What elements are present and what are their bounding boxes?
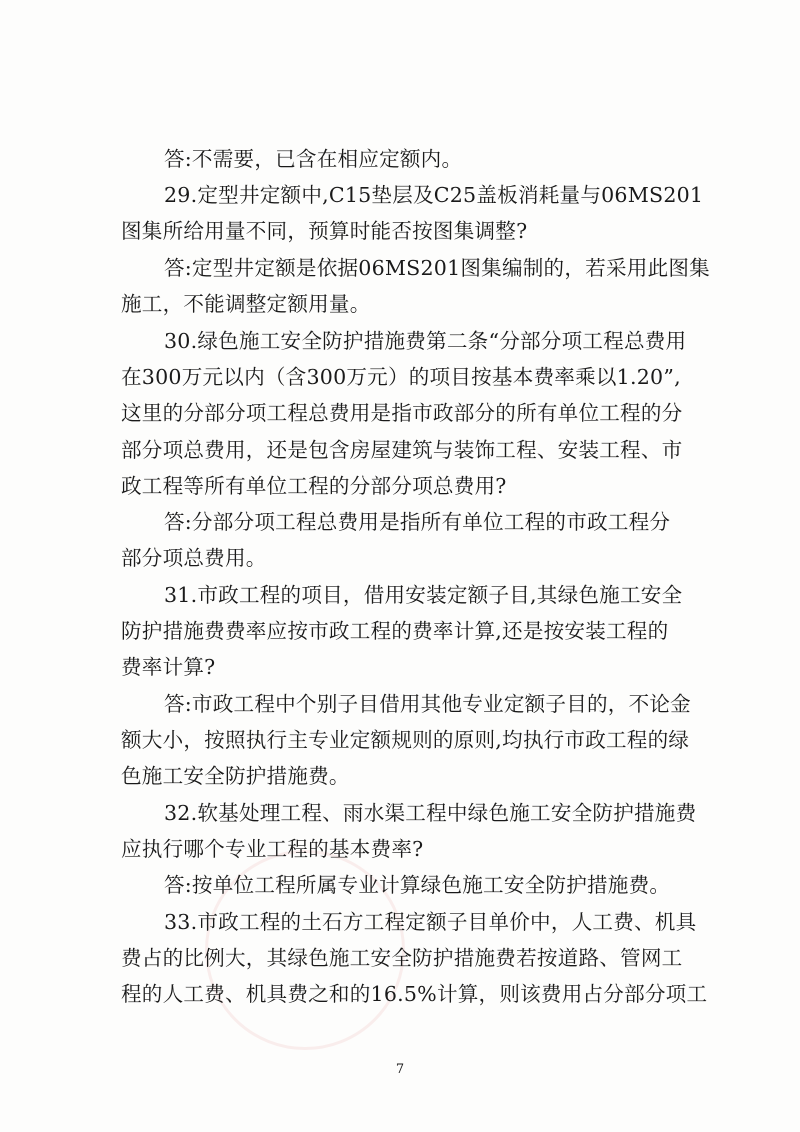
text-line: 答:定型井定额是依据06MS201图集编制的，若采用此图集 [164, 256, 710, 280]
text-line: 部分项总费用，还是包含房屋建筑与装饰工程、安装工程、市 [121, 438, 683, 462]
text-line: 33.市政工程的土石方工程定额子目单价中，人工费、机具 [164, 910, 697, 934]
text-line: 额大小，按照执行主专业定额规则的原则,均执行市政工程的绿 [121, 728, 690, 752]
text-line: 答:不需要，已含在相应定额内。 [164, 147, 463, 171]
text-line: 色施工安全防护措施费。 [121, 764, 350, 788]
text-line: 施工，不能调整定额用量。 [121, 292, 371, 316]
text-line: 答:市政工程中个别子目借用其他专业定额子目的，不论金 [164, 692, 691, 716]
text-line: 31.市政工程的项目，借用安装定额子目,其绿色施工安全 [164, 583, 683, 607]
text-line: 在300万元以内（含300万元）的项目按基本费率乘以1.20”, [121, 365, 681, 389]
text-line: 答:分部分项工程总费用是指所有单位工程的市政工程分 [164, 510, 671, 534]
text-line: 这里的分部分项工程总费用是指市政部分的所有单位工程的分 [121, 401, 683, 425]
text-line: 30.绿色施工安全防护措施费第二条“分部分项工程总费用 [164, 329, 687, 353]
text-line: 答:按单位工程所属专业计算绿色施工安全防护措施费。 [164, 873, 671, 897]
text-line: 图集所给用量不同，预算时能否按图集调整? [121, 219, 528, 243]
page-number: 7 [395, 1062, 405, 1077]
text-line: 防护措施费费率应按市政工程的费率计算,还是按安装工程的 [121, 619, 669, 643]
text-line: 应执行哪个专业工程的基本费率? [121, 837, 424, 861]
text-line: 32.软基处理工程、雨水渠工程中绿色施工安全防护措施费 [164, 801, 697, 825]
text-line: 部分项总费用。 [121, 546, 267, 570]
text-line: 费占的比例大，其绿色施工安全防护措施费若按道路、管网工 [121, 946, 683, 970]
text-line: 政工程等所有单位工程的分部分项总费用? [121, 474, 507, 498]
text-line: 程的人工费、机具费之和的16.5%计算，则该费用占分部分项工 [121, 982, 708, 1006]
text-line: 费率计算? [121, 655, 216, 679]
text-line: 29.定型井定额中,C15垫层及C25盖板消耗量与06MS201 [164, 183, 704, 207]
